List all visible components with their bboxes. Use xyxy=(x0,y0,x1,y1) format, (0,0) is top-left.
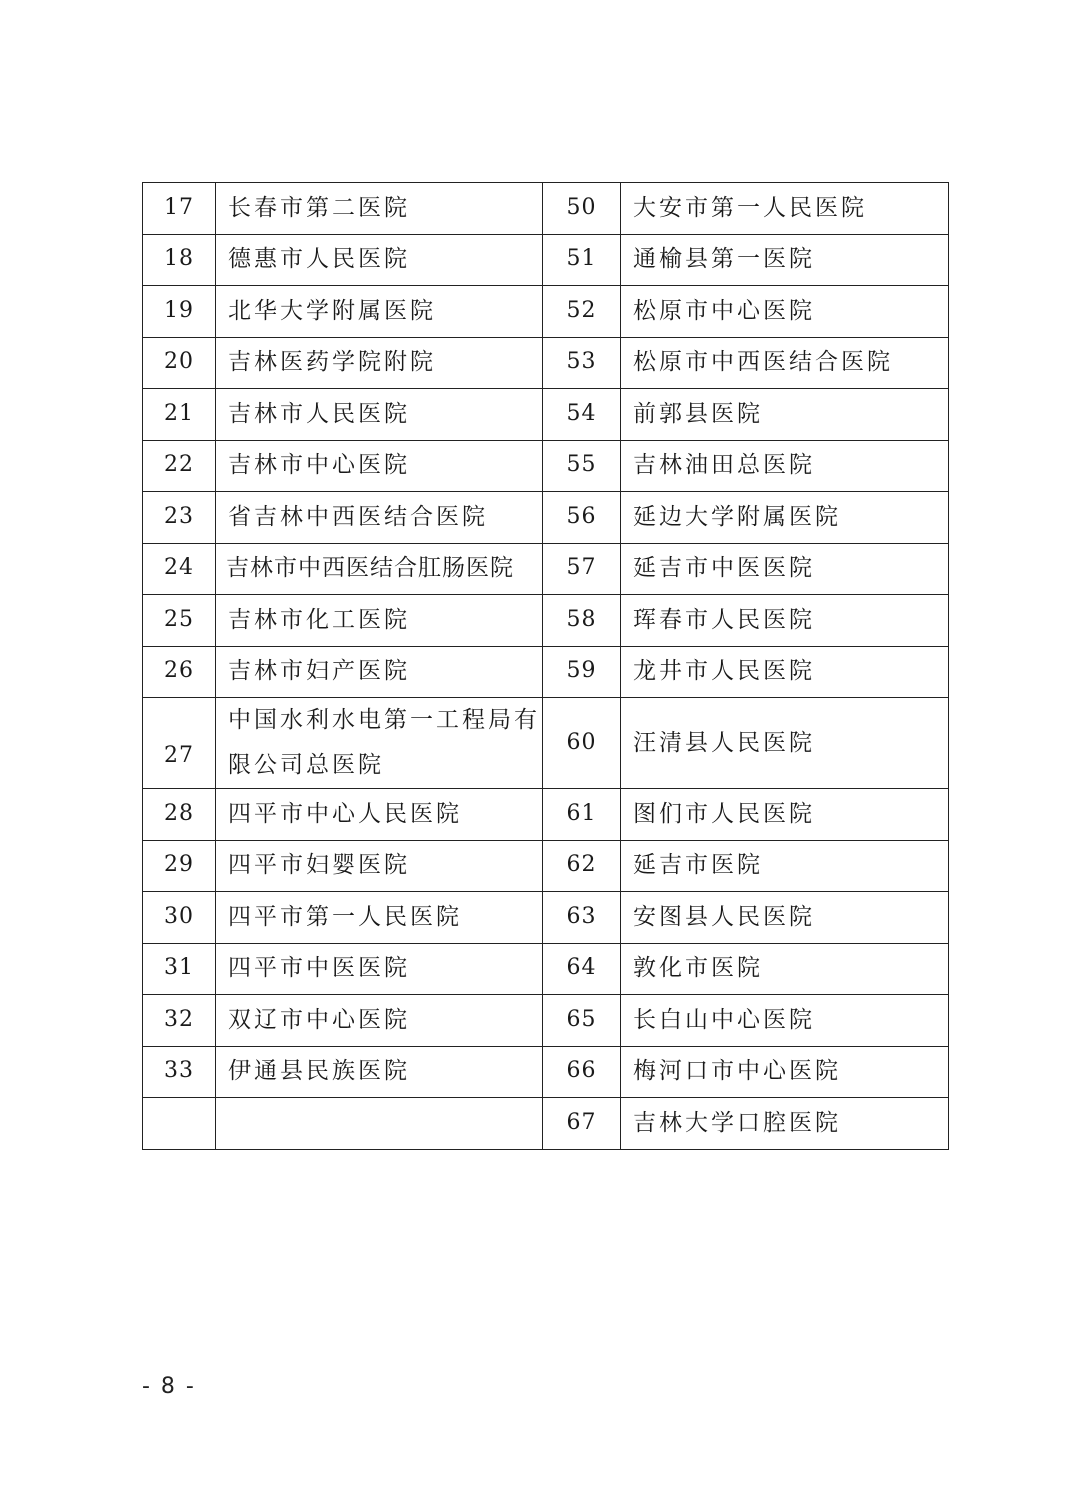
left-number-cell: 26 xyxy=(143,646,216,698)
right-number-cell: 58 xyxy=(543,595,621,647)
page-number: - 8 - xyxy=(142,1374,196,1399)
left-hospital-cell: 省吉林中西医结合医院 xyxy=(216,492,543,544)
right-number-cell: 67 xyxy=(543,1098,621,1150)
table-row xyxy=(143,1098,949,1150)
right-hospital-cell: 珲春市人民医院 xyxy=(621,595,949,647)
table-row xyxy=(143,840,949,892)
left-hospital-cell: 四平市中心人民医院 xyxy=(216,789,543,841)
table-row xyxy=(143,646,949,698)
right-hospital-cell: 敦化市医院 xyxy=(621,943,949,995)
left-hospital-cell: 吉林市化工医院 xyxy=(216,595,543,647)
table-row xyxy=(143,286,949,338)
right-hospital-cell: 通榆县第一医院 xyxy=(621,234,949,286)
left-number-cell: 29 xyxy=(143,840,216,892)
table-row xyxy=(143,492,949,544)
left-hospital-cell: 吉林市人民医院 xyxy=(216,389,543,441)
right-number-cell: 61 xyxy=(543,789,621,841)
right-number-cell: 65 xyxy=(543,995,621,1047)
left-number-cell: 31 xyxy=(143,943,216,995)
left-hospital-cell: 四平市第一人民医院 xyxy=(216,892,543,944)
right-number-cell: 62 xyxy=(543,840,621,892)
right-hospital-cell: 梅河口市中心医院 xyxy=(621,1046,949,1098)
table-row xyxy=(143,595,949,647)
left-hospital-cell: 北华大学附属医院 xyxy=(216,286,543,338)
left-hospital-cell: 吉林市中西医结合肛肠医院 xyxy=(216,543,543,595)
right-hospital-cell: 汪清县人民医院 xyxy=(621,698,949,789)
left-number-cell: 23 xyxy=(143,492,216,544)
table-row xyxy=(143,943,949,995)
right-number-cell: 55 xyxy=(543,440,621,492)
right-hospital-cell: 图们市人民医院 xyxy=(621,789,949,841)
left-number-cell: 28 xyxy=(143,789,216,841)
left-hospital-cell: 吉林医药学院附院 xyxy=(216,337,543,389)
right-hospital-cell: 前郭县医院 xyxy=(621,389,949,441)
table-row xyxy=(143,234,949,286)
left-hospital-cell: 双辽市中心医院 xyxy=(216,995,543,1047)
right-number-cell: 64 xyxy=(543,943,621,995)
table-row xyxy=(143,440,949,492)
right-number-cell: 59 xyxy=(543,646,621,698)
table-row xyxy=(143,337,949,389)
left-hospital-cell xyxy=(216,1098,543,1150)
left-number-cell: 18 xyxy=(143,234,216,286)
left-hospital-cell: 四平市妇婴医院 xyxy=(216,840,543,892)
right-hospital-cell: 吉林油田总医院 xyxy=(621,440,949,492)
right-number-cell: 57 xyxy=(543,543,621,595)
left-hospital-cell: 吉林市中心医院 xyxy=(216,440,543,492)
left-number-cell: 27 xyxy=(143,698,216,789)
table-row xyxy=(143,183,949,235)
table-row xyxy=(143,1046,949,1098)
left-number-cell: 32 xyxy=(143,995,216,1047)
left-number-cell: 25 xyxy=(143,595,216,647)
table-row xyxy=(143,389,949,441)
table-row xyxy=(143,543,949,595)
left-hospital-cell: 中国水利水电第一工程局有限公司总医院 xyxy=(216,698,543,789)
left-hospital-cell: 德惠市人民医院 xyxy=(216,234,543,286)
right-hospital-cell: 松原市中西医结合医院 xyxy=(621,337,949,389)
right-hospital-cell: 松原市中心医院 xyxy=(621,286,949,338)
left-number-cell: 19 xyxy=(143,286,216,338)
left-number-cell: 20 xyxy=(143,337,216,389)
hospital-list-table xyxy=(142,182,949,1150)
left-hospital-cell: 吉林市妇产医院 xyxy=(216,646,543,698)
left-number-cell xyxy=(143,1098,216,1150)
left-number-cell: 22 xyxy=(143,440,216,492)
right-hospital-cell: 延吉市中医医院 xyxy=(621,543,949,595)
table-row xyxy=(143,995,949,1047)
right-hospital-cell: 延边大学附属医院 xyxy=(621,492,949,544)
right-number-cell: 52 xyxy=(543,286,621,338)
right-hospital-cell: 大安市第一人民医院 xyxy=(621,183,949,235)
left-hospital-cell: 长春市第二医院 xyxy=(216,183,543,235)
right-number-cell: 56 xyxy=(543,492,621,544)
right-hospital-cell: 长白山中心医院 xyxy=(621,995,949,1047)
right-hospital-cell: 延吉市医院 xyxy=(621,840,949,892)
left-number-cell: 24 xyxy=(143,543,216,595)
right-hospital-cell: 安图县人民医院 xyxy=(621,892,949,944)
right-hospital-cell: 吉林大学口腔医院 xyxy=(621,1098,949,1150)
left-number-cell: 21 xyxy=(143,389,216,441)
right-number-cell: 63 xyxy=(543,892,621,944)
right-hospital-cell: 龙井市人民医院 xyxy=(621,646,949,698)
right-number-cell: 66 xyxy=(543,1046,621,1098)
left-number-cell: 17 xyxy=(143,183,216,235)
left-number-cell: 30 xyxy=(143,892,216,944)
left-hospital-cell: 伊通县民族医院 xyxy=(216,1046,543,1098)
left-hospital-cell: 四平市中医医院 xyxy=(216,943,543,995)
right-number-cell: 50 xyxy=(543,183,621,235)
right-number-cell: 53 xyxy=(543,337,621,389)
right-number-cell: 60 xyxy=(543,698,621,789)
right-number-cell: 54 xyxy=(543,389,621,441)
right-number-cell: 51 xyxy=(543,234,621,286)
table-row xyxy=(143,698,949,789)
left-number-cell: 33 xyxy=(143,1046,216,1098)
table-row xyxy=(143,789,949,841)
table-row xyxy=(143,892,949,944)
